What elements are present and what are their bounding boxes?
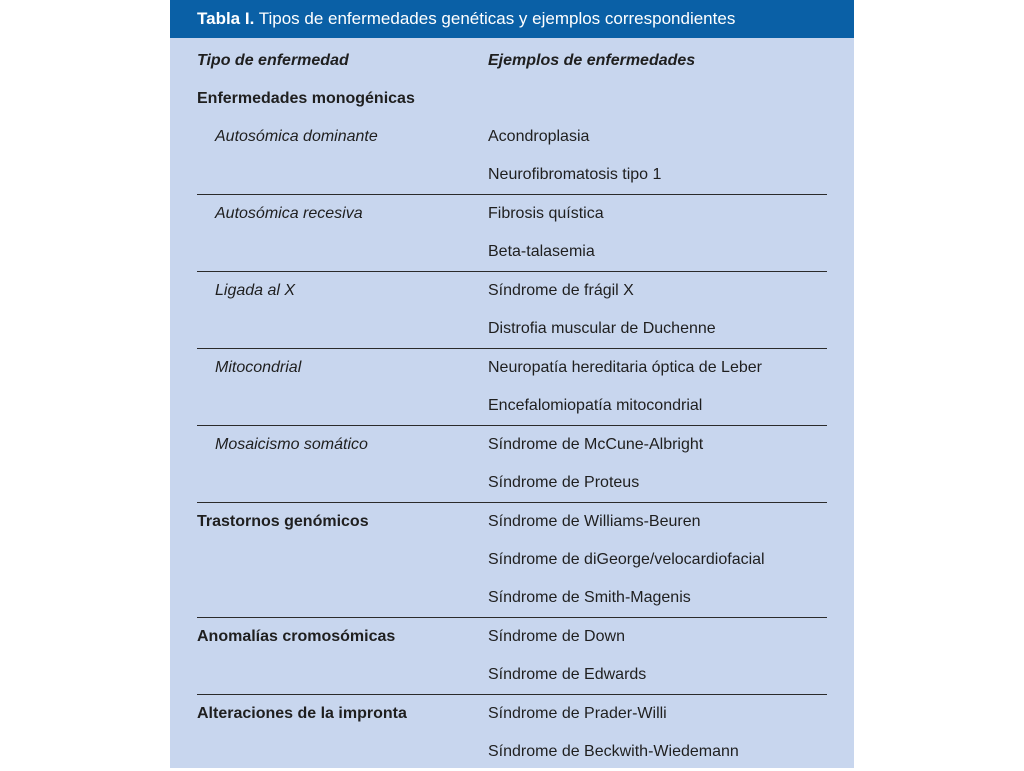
category-cell: Anomalías cromosómicas [197,628,396,645]
table-row [197,502,827,541]
example-cell: Síndrome de Edwards [488,666,647,683]
table-row [197,387,827,425]
table-row [197,271,827,310]
subtype-cell: Mosaicismo somático [215,436,368,453]
table-title-text: Tipos de enfermedades genéticas y ejemplos correspondientes [254,9,736,28]
column-header-type: Tipo de enfermedad [197,52,349,69]
category-cell: Alteraciones de la impronta [197,705,407,722]
category-cell: Enfermedades monogénicas [197,90,415,107]
table-row [197,118,827,156]
table-row [197,541,827,579]
table-row [197,233,827,271]
example-cell: Síndrome de Prader-Willi [488,705,667,722]
example-cell: Síndrome de frágil X [488,282,634,299]
table-panel [170,0,854,768]
example-cell: Síndrome de Smith-Magenis [488,589,691,606]
table-row [197,348,827,387]
example-cell: Encefalomiopatía mitocondrial [488,397,703,414]
example-cell: Síndrome de Williams-Beuren [488,513,701,530]
category-cell: Trastornos genómicos [197,513,369,530]
example-cell: Neurofibromatosis tipo 1 [488,166,662,183]
example-cell: Síndrome de Beckwith-Wiedemann [488,743,739,760]
table-row [197,579,827,617]
subtype-cell: Mitocondrial [215,359,302,376]
example-cell: Síndrome de Down [488,628,625,645]
example-cell: Fibrosis quística [488,205,604,222]
table-row [197,310,827,348]
table-row [197,464,827,502]
table-row [197,80,827,118]
column-header-examples: Ejemplos de enfermedades [488,52,696,69]
table-title-label: Tabla I. [197,9,255,28]
example-cell: Distrofia muscular de Duchenne [488,320,716,337]
example-cell: Síndrome de Proteus [488,474,640,491]
table-row [197,425,827,464]
subtype-cell: Ligada al X [215,282,296,299]
subtype-cell: Autosómica recesiva [215,205,363,222]
table-row [197,694,827,733]
table-row [197,617,827,656]
table-row [197,194,827,233]
table-body [197,42,827,771]
example-cell: Beta-talasemia [488,243,595,260]
table-header-row [197,42,827,80]
table-row [197,656,827,694]
example-cell: Acondroplasia [488,128,590,145]
example-cell: Síndrome de McCune-Albright [488,436,704,453]
table-row [197,156,827,194]
table-row [197,733,827,771]
example-cell: Neuropatía hereditaria óptica de Leber [488,359,762,376]
table-title [170,0,854,38]
example-cell: Síndrome de diGeorge/velocardiofacial [488,551,765,568]
subtype-cell: Autosómica dominante [215,128,378,145]
